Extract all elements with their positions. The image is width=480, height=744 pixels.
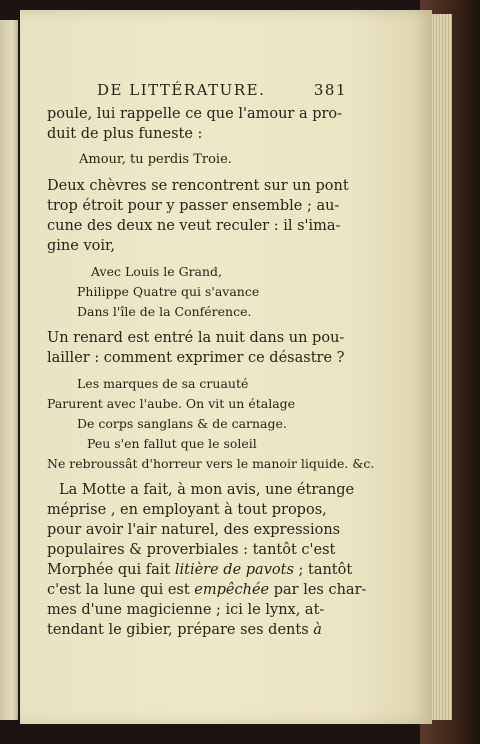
text-line: trop étroit pour y passer ensemble ; au- <box>47 198 340 214</box>
verse-line: Les marques de sa cruauté <box>77 376 249 391</box>
verse-line: Avec Louis le Grand, <box>91 264 223 279</box>
verse-line: Parurent avec l'aube. On vit un étalage <box>47 396 296 411</box>
verse-line: Amour, tu perdis Troie. <box>79 152 232 167</box>
italic-phrase: à <box>313 622 322 638</box>
text-line: méprise , en employant à tout propos, <box>47 502 327 518</box>
text-line: mes d'une magicienne ; ici le lynx, at- <box>47 602 325 618</box>
text-line: pour avoir l'air naturel, des expressions <box>47 522 341 538</box>
text-span: Morphée qui fait <box>47 562 171 578</box>
text-line: duit de plus funeste : <box>47 126 203 142</box>
page-number: 381 <box>313 81 347 99</box>
text-span: par les char- <box>273 582 367 598</box>
text-line: cune des deux ne veut reculer : il s'ima- <box>47 218 341 234</box>
text-line: Un renard est entré la nuit dans un pou- <box>47 330 345 346</box>
text-span: ; tantôt <box>298 562 353 578</box>
verse-line: Philippe Quatre qui s'avance <box>77 284 260 299</box>
text-line <box>47 560 353 580</box>
verse-line: Ne rebroussât d'horreur vers le manoir liquide. &c. <box>47 456 375 471</box>
verse-line: Peu s'en fallut que le soleil <box>87 436 257 451</box>
text-line: gine voir, <box>47 238 115 254</box>
text-line: La Motte a fait, à mon avis, une étrange <box>59 482 355 498</box>
italic-phrase: empêchée <box>194 582 270 598</box>
italic-phrase: litière de pavots <box>174 562 294 578</box>
text-line: Deux chèvres se rencontrent sur un pont <box>47 178 349 194</box>
page-text <box>47 80 375 640</box>
running-head <box>97 80 347 100</box>
text-line: populaires & proverbiales : tantôt c'est <box>47 542 336 558</box>
verse-line: De corps sanglans & de carnage. <box>77 416 287 431</box>
text-line <box>47 620 347 640</box>
text-line <box>47 580 367 600</box>
text-span: c'est la lune qui est <box>47 582 190 598</box>
verse-line: Dans l'île de la Conférence. <box>77 304 252 319</box>
text-line: lailler : comment exprimer ce désastre ? <box>47 350 345 366</box>
text-line: poule, lui rappelle ce que l'amour a pro- <box>47 106 343 122</box>
running-head-title: DE LITTÉRATURE. <box>97 81 266 99</box>
text-span: tendant le gibier, prépare ses dents <box>47 622 309 638</box>
left-page-edge <box>0 20 18 720</box>
